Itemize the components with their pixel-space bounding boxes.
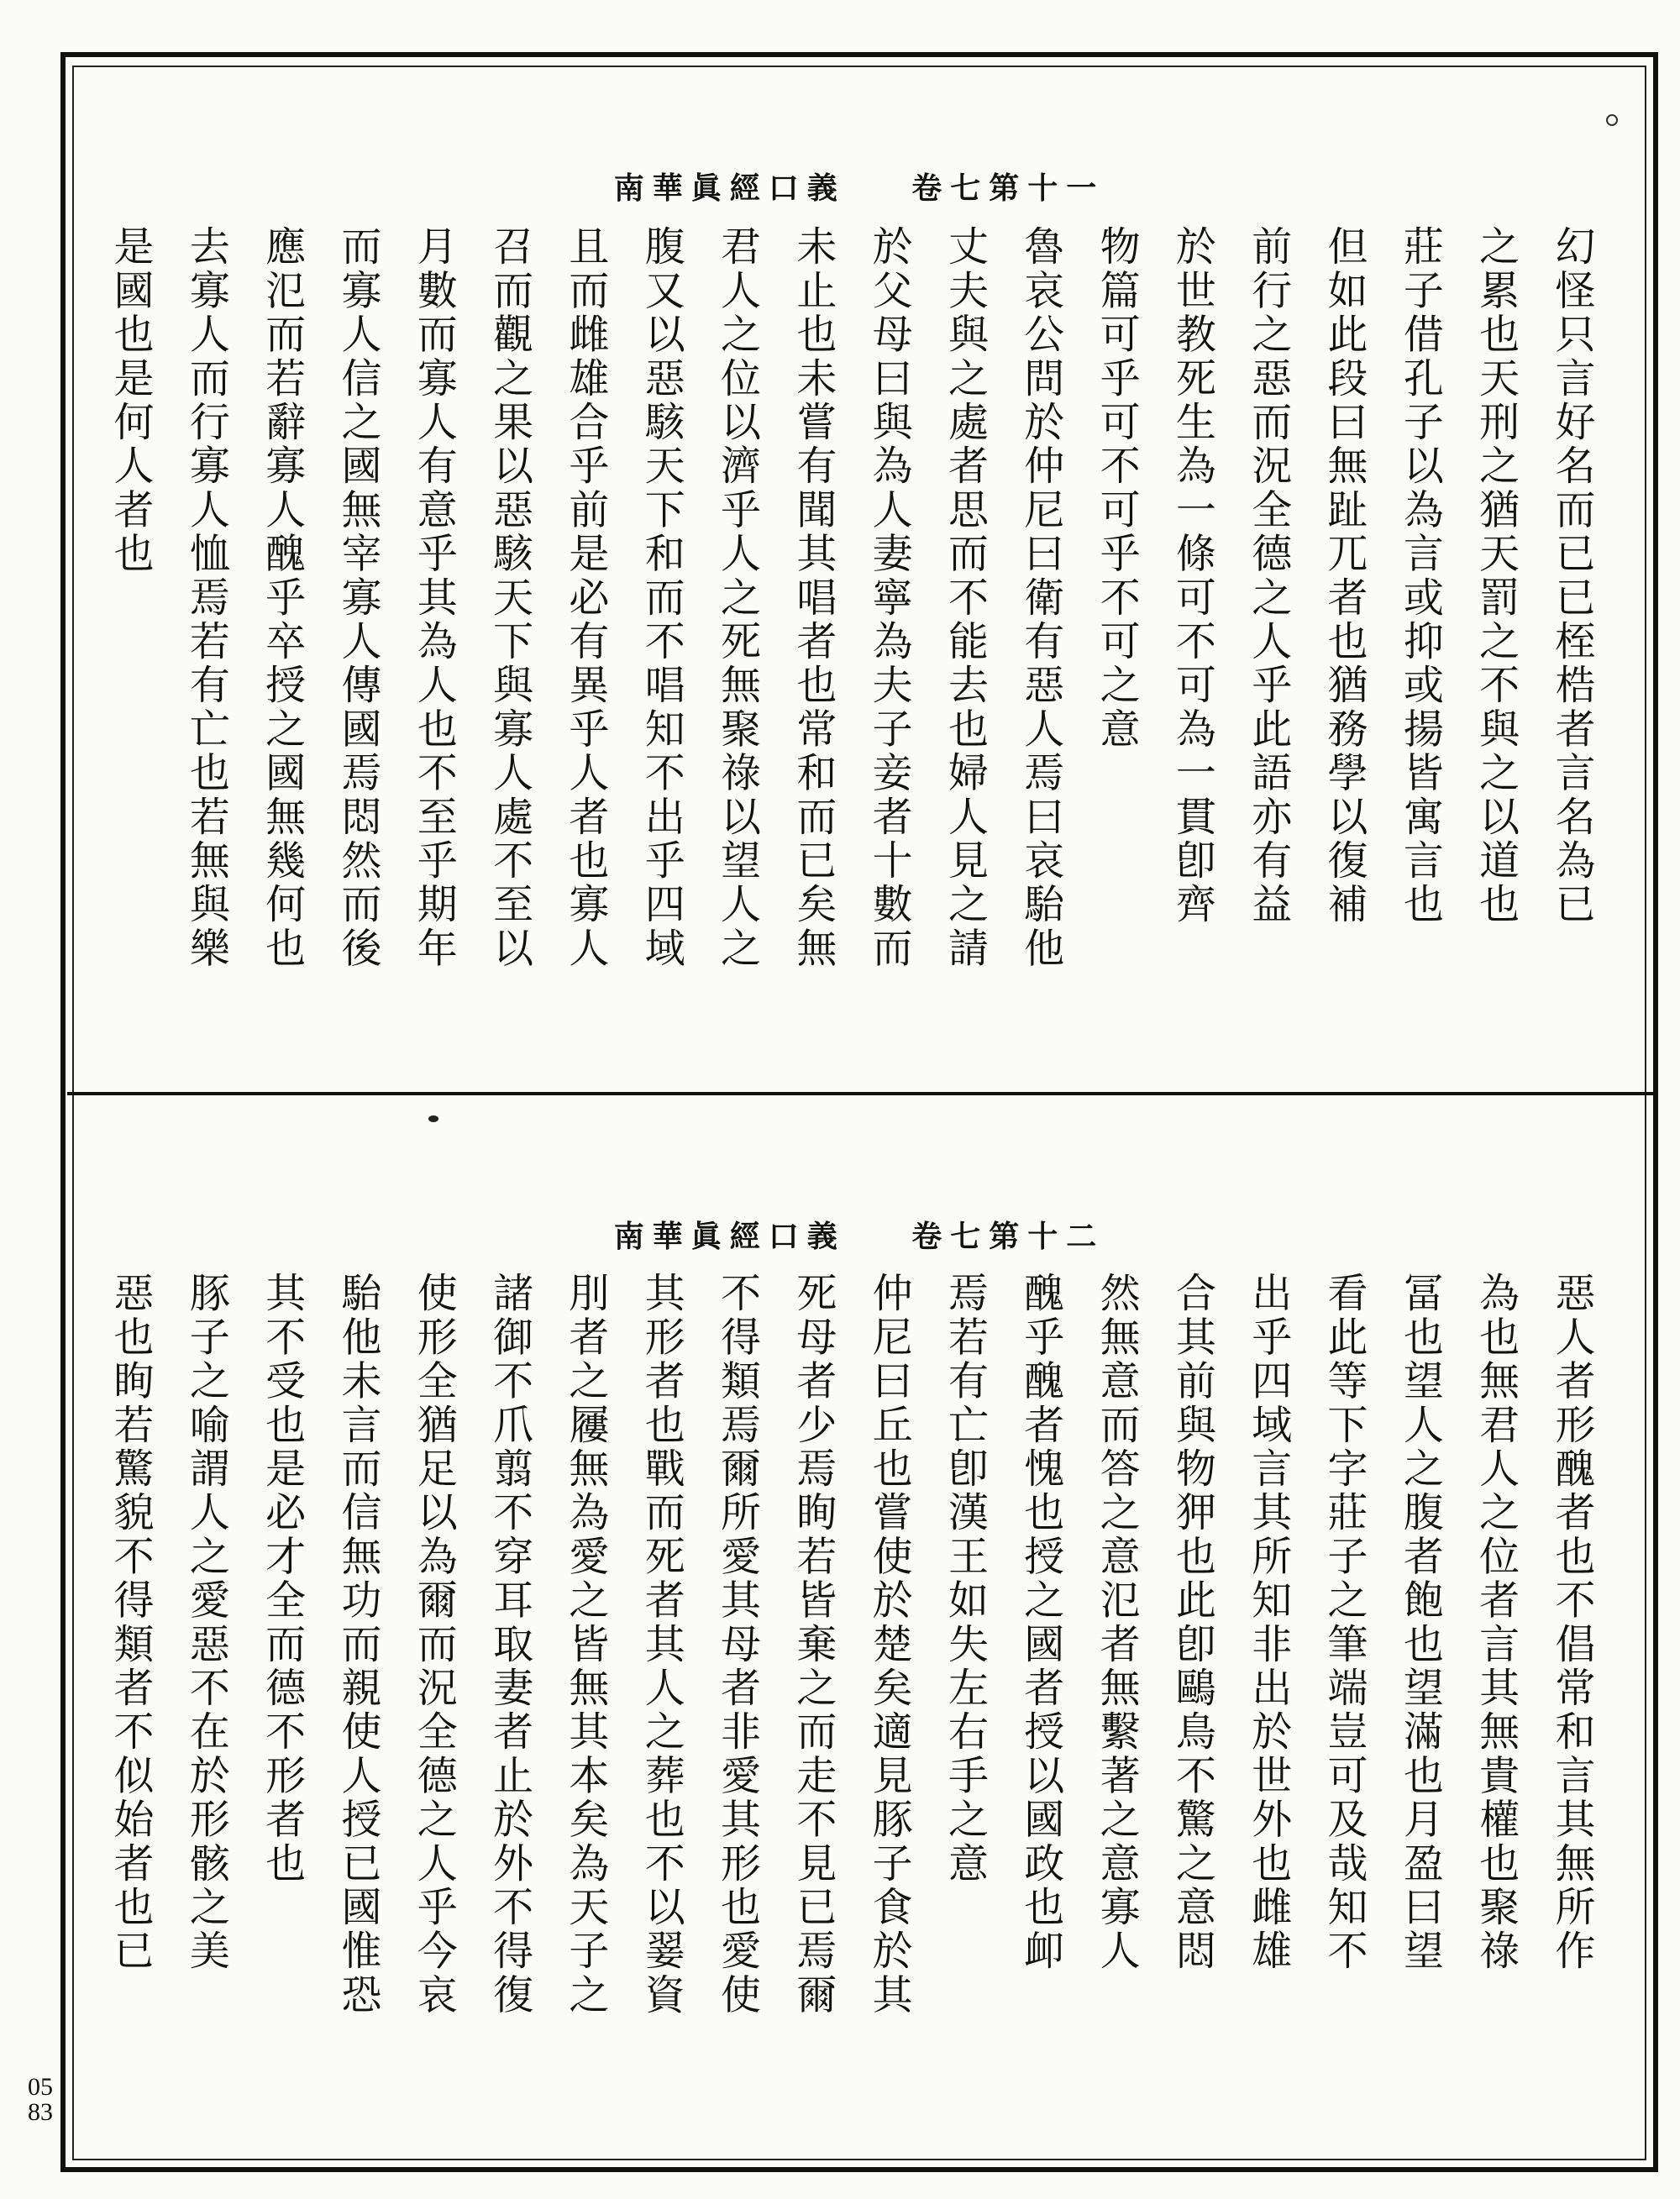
text-column: 諸御不爪翦不穿耳取妻者止於外不得復	[486, 1272, 533, 2018]
text-column: 惡也眴若驚貌不得類者不似始者也已	[107, 1272, 154, 1974]
text-column: 之累也天刑之猶天罰之不與之以道也	[1472, 225, 1520, 927]
text-column: 莊子借孔子以為言或抑或揚皆寓言也	[1396, 225, 1444, 927]
text-column: 合其前與物狎也此卽鷗鳥不驚之意悶	[1168, 1272, 1216, 1974]
bottom-header-volume: 卷七第十二	[911, 1219, 1105, 1254]
top-panel	[72, 66, 1646, 1092]
bottom-header-title: 南華眞經口義	[613, 1219, 846, 1254]
text-column: 駘他未言而信無功而親使人授已國惟恐	[333, 1272, 381, 2018]
top-header-volume: 卷七第十一	[911, 171, 1105, 206]
text-column: 幻怪只言好名而已已桎梏者言名為已	[1547, 225, 1595, 927]
text-column: 且而雌雄合乎前是必有異乎人者也寡人	[561, 225, 609, 971]
text-column: 丈夫與之處者思而不能去也婦人見之請	[941, 225, 989, 971]
text-column: 而寡人信之國無宰寡人傳國焉悶然而後	[333, 225, 381, 971]
text-column: 豚子之喻謂人之愛惡不在於形骸之美	[182, 1272, 230, 1974]
text-column: 焉若有亡卽漢王如失左右手之意	[941, 1272, 989, 1886]
text-column: 未止也未嘗有聞其唱者也常和而已矣無	[789, 225, 837, 971]
text-column: 其不受也是必才全而德不形者也	[258, 1272, 306, 1886]
text-column: 於父母曰與為人妻寧為夫子妾者十數而	[865, 225, 913, 971]
bottom-text-columns	[97, 1272, 1604, 2137]
text-column: 死母者少焉眴若皆棄之而走不見已焉爾	[789, 1272, 837, 2018]
bottom-panel	[72, 1095, 1646, 2160]
text-column: 刖者之屨無為愛之皆無其本矣為天子之	[561, 1272, 609, 2018]
text-column: 去寡人而行寡人恤焉若有亡也若無與樂	[182, 225, 230, 971]
text-column: 是國也是何人者也	[107, 225, 154, 576]
top-text-columns	[97, 225, 1604, 1065]
text-column: 腹又以惡駭天下和而不唱知不出乎四域	[638, 225, 685, 971]
text-column: 物篇可乎可不可乎不可之意	[1093, 225, 1141, 752]
text-column: 仲尼曰丘也嘗使於楚矣適見豚子食於其	[865, 1272, 913, 2018]
text-column: 魯哀公問於仲尼曰衛有惡人焉曰哀駘他	[1016, 225, 1064, 971]
text-column: 醜乎醜者愧也授之國者授以國政也卹	[1016, 1272, 1064, 1974]
bottom-running-header	[72, 1213, 1646, 1256]
text-column: 應氾而若辭寡人醜乎卒授之國無幾何也	[258, 225, 306, 971]
text-column: 不得類焉爾所愛其母者非愛其形也愛使	[713, 1272, 761, 2018]
text-column: 召而觀之果以惡駭天下與寡人處不至以	[486, 225, 533, 971]
page-number: 0583	[28, 2073, 53, 2126]
text-column: 出乎四域言其所知非出於世外也雌雄	[1244, 1272, 1292, 1974]
text-column: 但如此段曰無趾兀者也猶務學以復補	[1320, 225, 1368, 927]
text-column: 為也無君人之位者言其無貴權也聚祿	[1472, 1272, 1520, 1974]
text-column: 惡人者形醜者也不倡常和言其無所作	[1547, 1272, 1595, 1974]
text-column: 君人之位以濟乎人之死無聚祿以望人之	[713, 225, 761, 971]
text-column: 月數而寡人有意乎其為人也不至乎期年	[410, 225, 458, 971]
text-column: 前行之惡而況全德之人乎此語亦有益	[1244, 225, 1292, 927]
text-column: 然無意而答之意氾者無繫著之意寡人	[1093, 1272, 1141, 1974]
text-column: 其形者也戰而死者其人之葬也不以翣資	[638, 1272, 685, 2018]
top-running-header	[72, 165, 1646, 207]
text-column: 冨也望人之腹者飽也望滿也月盈曰望	[1396, 1272, 1444, 1974]
text-column: 看此等下字莊子之筆端豈可及哉知不	[1320, 1272, 1368, 1974]
text-column: 使形全猶足以為爾而況全德之人乎今哀	[410, 1272, 458, 2018]
top-header-title: 南華眞經口義	[613, 171, 846, 206]
text-column: 於世教死生為一條可不可為一貫卽齊	[1168, 225, 1216, 927]
